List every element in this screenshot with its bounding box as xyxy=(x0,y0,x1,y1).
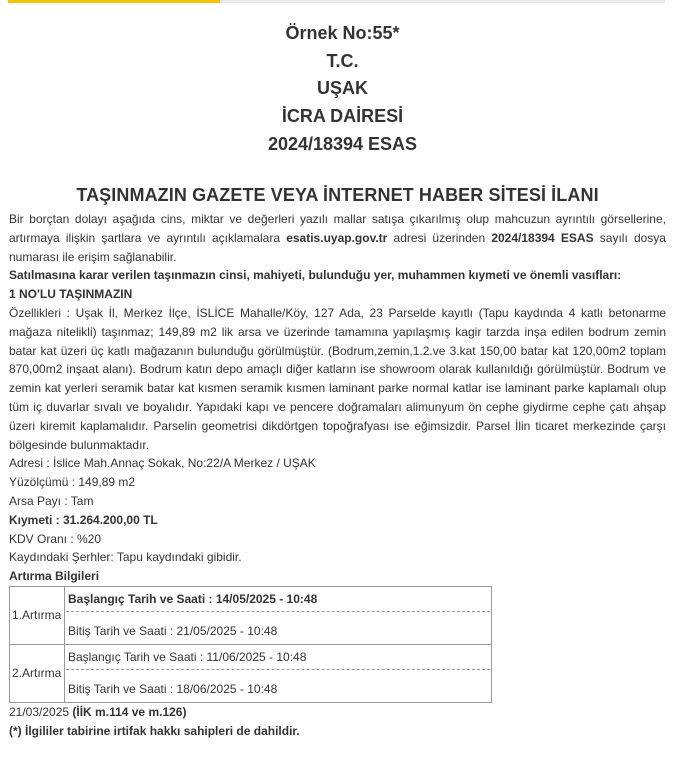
footer-law-ref: (İİK m.114 ve m.126) xyxy=(69,704,187,719)
auction-dates-cell xyxy=(65,586,492,644)
section-heading: Satılmasına karar verilen taşınmazın cinsi, mahiyeti, bulunduğu yer, muhammen kıymeti ve önemli vasıfları: xyxy=(9,268,622,283)
esatis-link[interactable]: esatis.uyap.gov.tr xyxy=(286,230,388,245)
auction-start: Başlangıç Tarih ve Saati : 11/06/2025 - 10:48 xyxy=(68,649,307,664)
footer-date: 21/03/2025 xyxy=(9,704,70,719)
announcement-title: TAŞINMAZIN GAZETE VEYA İNTERNET HABER SİTESİ İLANI xyxy=(76,185,599,205)
auction-dates-cell xyxy=(65,644,492,702)
top-progress-bar xyxy=(8,0,665,3)
address-line: Adresi : İslice Mah.Annaç Sokak, No:22/A Merkez / UŞAK xyxy=(9,456,316,471)
intro-paragraph xyxy=(9,210,666,266)
intro-text-3: sayılı dosya numarası ile erişim sağlanabilir. xyxy=(9,230,666,264)
footer-note: (*) İlgililer tabirine irtifak hakkı sahipleri de dahildir. xyxy=(9,723,300,738)
property-heading: 1 NO'LU TAŞINMAZIN xyxy=(9,287,133,302)
announcement-body xyxy=(9,210,666,741)
auction-row xyxy=(10,586,492,644)
office-label: İCRA DAİRESİ xyxy=(281,106,404,126)
dashed-divider xyxy=(66,611,490,618)
intro-text-1: Bir borçtan dolayı aşağıda cins, miktar ve değerleri yazılı mallar satışa çıkarılmış olup mahcuzun ayrıntılı görsellerine, artırmaya ilişkin şartlara ve ayrıntılı açıklamalara xyxy=(9,212,666,245)
auction-table xyxy=(9,586,492,703)
features-paragraph: Özellikleri : Uşak İl, Merkez İlçe, İSLİCE Mahalle/Köy, 127 Ada, 23 Parselde kayıtlı (Tapu kaydında 4 katlı betonarme mağaza nitelikli) taşınmaz; 149,89 m2 lik arsa ve üzerinde tamamına yapılaşmış kagir tarzda inşa edilen bodrum zemin batar kat üzeri üç katlı mağazanın bulunduğu görülmüştür. (Bodrum,zemin,1.2.ve 3.kat 150,00 batar kat 120,00m2 toplam 870,00m2 inşaat alanı). Bodrum katın depo amaçlı diğer katların ise showroom olarak kullanıldığı görülmüştür. Bodrum ve zemin kat yerleri seramik batar kat kısmen seramik kısmen laminant parke normal katlar ise laminant parke kaplamalı olup tüm iç duvarlar sıvalı ve boyalıdır. Yapıdaki kapı ve pencere doğramaları alimunyum ön cephe giydirme cephe çatı ahşap üzeri kiremit kaplamalıdır. Parselin geometrisi dikdörtgen topoğrafyası ise eğimsizdir. Parsel İlin ticaret merkezinde çarşı bölgesinde bulunmaktadır. xyxy=(9,305,666,452)
sample-number: Örnek No:55* xyxy=(285,23,400,43)
city-label: UŞAK xyxy=(316,78,368,98)
auction-label: 2.Artırma xyxy=(10,644,65,702)
intro-text-2: adresi üzerinden xyxy=(387,230,492,245)
auction-start: Başlangıç Tarih ve Saati : 14/05/2025 - 10:48 xyxy=(68,591,318,606)
top-accent-bar xyxy=(8,0,220,3)
value-line: Kıymeti : 31.264.200,00 TL xyxy=(9,512,158,527)
dashed-divider xyxy=(66,669,490,676)
area-line: Yüzölçümü : 149,89 m2 xyxy=(9,475,136,490)
vat-line: KDV Oranı : %20 xyxy=(9,531,102,546)
case-number: 2024/18394 ESAS xyxy=(267,134,418,154)
auction-heading: Artırma Bilgileri xyxy=(9,569,100,584)
auction-label: 1.Artırma xyxy=(10,586,65,644)
footer-date-line xyxy=(9,703,666,722)
auction-end: Bitiş Tarih ve Saati : 18/06/2025 - 10:48 xyxy=(68,681,278,696)
annotations-line: Kaydındaki Şerhler: Tapu kaydındaki gibidir. xyxy=(9,550,242,565)
auction-row xyxy=(10,644,492,702)
auction-end: Bitiş Tarih ve Saati : 21/05/2025 - 10:48 xyxy=(68,623,278,638)
country-label: T.C. xyxy=(326,51,359,71)
intro-case-ref: 2024/18394 ESAS xyxy=(491,230,594,245)
share-line: Arsa Payı : Tam xyxy=(9,493,94,508)
